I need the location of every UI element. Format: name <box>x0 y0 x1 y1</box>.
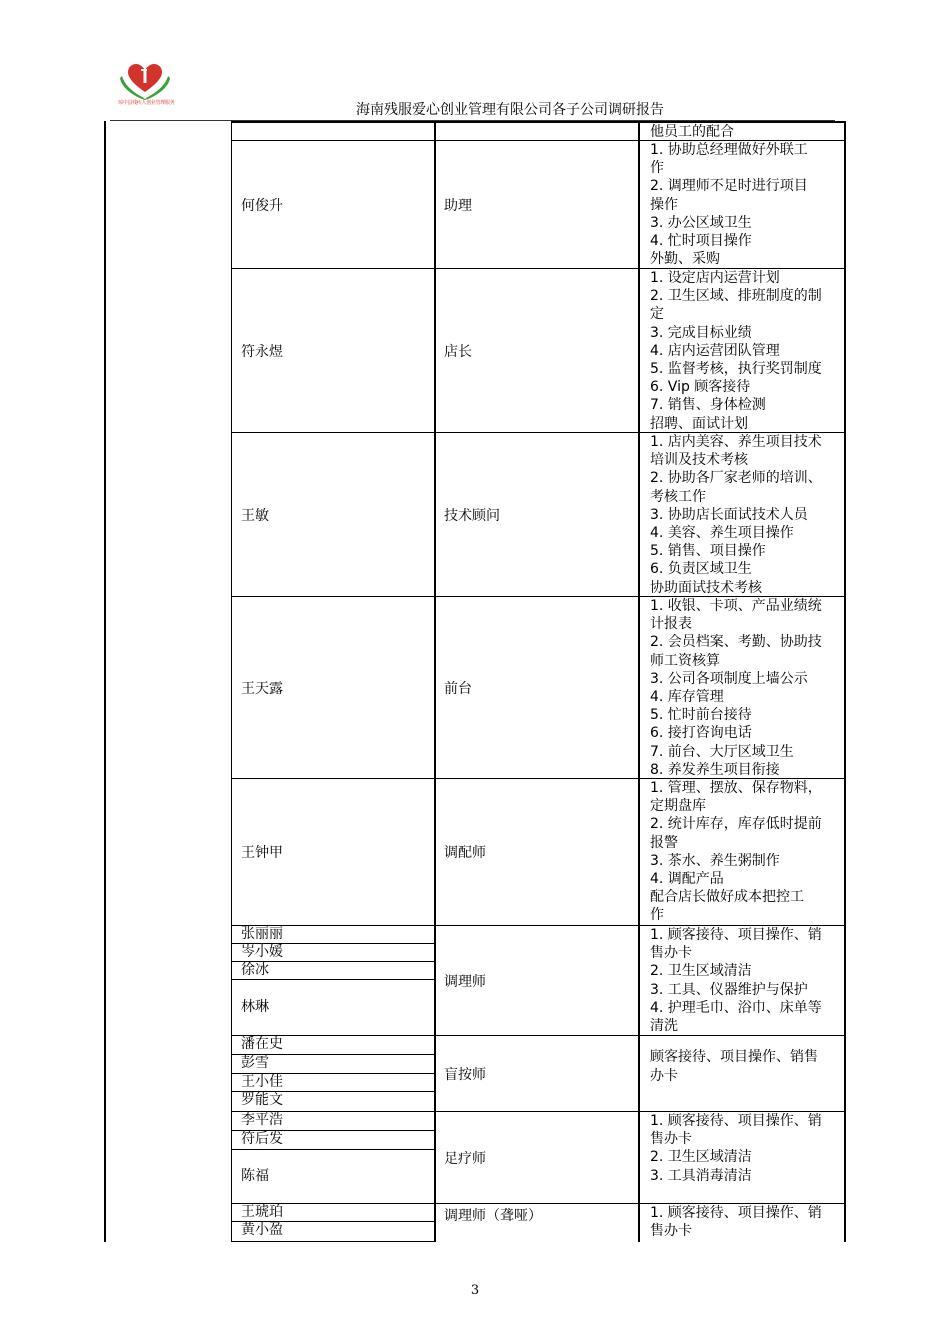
duty-line: 4. 调配产品 <box>650 871 724 888</box>
staff-name: 李平浩 <box>232 1112 434 1131</box>
table-row <box>231 433 846 597</box>
duty-line: 定 <box>650 306 664 323</box>
duty-cell <box>640 597 846 778</box>
duty-line: 1. 收银、卡项、产品业绩统 <box>650 598 822 614</box>
duty-line: 1. 顾客接待、项目操作、销 <box>650 1205 822 1221</box>
duty-cell <box>640 141 846 268</box>
duty-line: 1. 顾客接待、项目操作、销 <box>650 1113 822 1129</box>
role-cell: 助理 <box>436 141 640 268</box>
name-cell <box>231 123 436 140</box>
duty-line: 4. 店内运营团队管理 <box>650 342 780 359</box>
duty-cell <box>640 1112 846 1203</box>
duty-line: 作 <box>650 160 664 177</box>
role-cell: 前台 <box>436 597 640 778</box>
duty-line: 4. 库存管理 <box>650 689 724 706</box>
duty-line: 考核工作 <box>650 488 706 505</box>
duty-line: 3. 工具、仪器维护与保护 <box>650 981 808 998</box>
duty-line: 1. 协助总经理做好外联工 <box>650 142 808 158</box>
role-cell: 足疗师 <box>436 1112 640 1203</box>
staff-duty-table <box>231 121 846 1242</box>
staff-name: 王敏 <box>241 507 269 524</box>
duty-line: 1. 设定店内运营计划 <box>650 270 780 286</box>
staff-name: 符永煜 <box>241 343 283 360</box>
duty-line: 3. 协助店长面试技术人员 <box>650 506 808 523</box>
name-cell <box>231 779 436 925</box>
duty-line: 1. 顾客接待、项目操作、销 <box>650 927 822 943</box>
name-list <box>232 1112 434 1203</box>
table-row <box>231 779 846 926</box>
duty-line: 3. 完成目标业绩 <box>650 324 752 341</box>
staff-name: 王天露 <box>241 680 283 697</box>
duty-line: 2. 卫生区域清洁 <box>650 963 752 980</box>
duty-cell <box>640 269 846 432</box>
duty-line: 2. 会员档案、考勤、协助技 <box>650 634 822 651</box>
name-cell <box>231 1112 436 1203</box>
duty-line: 报警 <box>650 834 678 851</box>
table-row <box>231 141 846 269</box>
role-cell: 盲按师 <box>436 1036 640 1111</box>
duty-line: 顾客接待、项目操作、销售 <box>650 1049 818 1066</box>
table-row <box>231 926 846 1036</box>
staff-name: 王小佳 <box>232 1074 434 1093</box>
name-cell <box>231 269 436 432</box>
duty-line: 2. 卫生区域、排班制度的制 <box>650 288 822 305</box>
role-cell: 店长 <box>436 269 640 432</box>
role-cell <box>436 123 640 140</box>
name-cell <box>231 433 436 596</box>
duty-line: 3. 工具消毒清洁 <box>650 1167 752 1184</box>
duty-line: 售办卡 <box>650 1131 692 1148</box>
duty-line: 3. 办公区域卫生 <box>650 214 752 231</box>
staff-name: 罗能文 <box>241 1092 283 1109</box>
table-left-border <box>104 121 106 1242</box>
duty-line: 售办卡 <box>650 945 692 962</box>
duty-line: 2. 统计库存，库存低时提前 <box>650 816 822 833</box>
duty-line: 2. 调理师不足时进行项目 <box>650 178 808 195</box>
duty-line: 4. 美容、养生项目操作 <box>650 525 794 542</box>
duty-line: 4. 忙时项目操作 <box>650 233 752 250</box>
staff-name: 何俊升 <box>241 197 283 214</box>
name-list <box>232 1204 434 1241</box>
role-cell: 调理师（聋哑） <box>436 1204 640 1242</box>
page-number: 3 <box>470 1283 480 1298</box>
duty-line: 6. Vip 顾客接待 <box>650 379 751 396</box>
duty-line: 6. 接打咨询电话 <box>650 725 752 742</box>
name-cell <box>231 597 436 778</box>
table-row <box>231 1036 846 1112</box>
role-cell: 调理师 <box>436 926 640 1035</box>
duty-line: 7. 前台、大厅区域卫生 <box>650 743 794 760</box>
name-cell <box>231 926 436 1035</box>
duty-line: 培训及技术考核 <box>650 452 748 469</box>
duty-line: 定期盘库 <box>650 798 706 815</box>
staff-name: 符后发 <box>232 1131 434 1150</box>
duty-line: 办卡 <box>650 1067 678 1084</box>
duty-line: 操作 <box>650 196 678 213</box>
duty-cell <box>640 1204 846 1242</box>
table-row <box>231 1112 846 1204</box>
role-cell: 调配师 <box>436 779 640 925</box>
document-header-title: 海南残服爱心创业管理有限公司各子公司调研报告 <box>356 102 664 118</box>
role-cell: 技术顾问 <box>436 433 640 596</box>
duty-line: 协助面试技术考核 <box>650 579 762 596</box>
staff-name: 王琥珀 <box>232 1204 434 1222</box>
duty-line: 3. 公司各项制度上墙公示 <box>650 670 808 687</box>
duty-cell <box>640 1036 846 1111</box>
name-cell <box>231 141 436 268</box>
duty-line: 5. 销售、项目操作 <box>650 543 766 560</box>
duty-line: 作 <box>650 907 664 924</box>
duty-cell <box>640 123 846 140</box>
table-row-continued <box>231 121 846 141</box>
table-row <box>231 597 846 779</box>
duty-line: 师工资核算 <box>650 652 720 669</box>
duty-line: 3. 茶水、养生粥制作 <box>650 852 780 869</box>
heart-hands-icon <box>118 62 172 100</box>
duty-line: 招聘、面试计划 <box>650 415 748 432</box>
duty-line: 4. 护理毛巾、浴巾、床单等 <box>650 999 822 1016</box>
name-list <box>232 926 434 1035</box>
duty-line: 7. 销售、身体检测 <box>650 397 766 414</box>
staff-name: 王钟甲 <box>241 845 283 861</box>
duty-line: 1. 店内美容、养生项目技术 <box>650 434 822 450</box>
duty-line: 8. 养发养生项目衔接 <box>650 761 780 778</box>
table-row <box>231 1204 846 1242</box>
name-cell <box>231 1036 436 1111</box>
duty-line: 5. 忙时前台接待 <box>650 707 752 724</box>
duty-line: 计报表 <box>650 616 692 633</box>
duty-line: 清洗 <box>650 1018 678 1035</box>
duty-line: 外勤、采购 <box>650 251 720 268</box>
staff-name: 张丽丽 <box>232 926 434 944</box>
table-row <box>231 269 846 433</box>
duty-cell <box>640 926 846 1035</box>
duty-cell <box>640 779 846 925</box>
duty-line: 配合店长做好成本把控工 <box>650 889 804 906</box>
name-list <box>232 1036 434 1111</box>
staff-name: 徐冰 <box>232 962 434 980</box>
staff-name: 黄小盈 <box>241 1222 283 1238</box>
logo-caption: 琼中县残疾人创业管理服务 <box>118 100 175 106</box>
duty-line: 2. 卫生区域清洁 <box>650 1149 752 1166</box>
duty-cell <box>640 433 846 596</box>
staff-name: 岑小媛 <box>232 944 434 962</box>
staff-name: 彭雪 <box>232 1055 434 1074</box>
duty-line: 售办卡 <box>650 1223 692 1240</box>
duty-line: 6. 负责区域卫生 <box>650 561 752 578</box>
staff-name: 陈福 <box>241 1168 269 1184</box>
duty-line: 2. 协助各厂家老师的培训、 <box>650 470 822 487</box>
staff-name: 林琳 <box>241 999 269 1015</box>
name-cell <box>231 1204 436 1242</box>
duty-line: 5. 监督考核，执行奖罚制度 <box>650 361 822 378</box>
duty-line: 1. 管理、摆放、保存物料， <box>650 780 822 796</box>
staff-name: 潘在史 <box>232 1036 434 1055</box>
duty-line: 他员工的配合 <box>650 124 734 140</box>
